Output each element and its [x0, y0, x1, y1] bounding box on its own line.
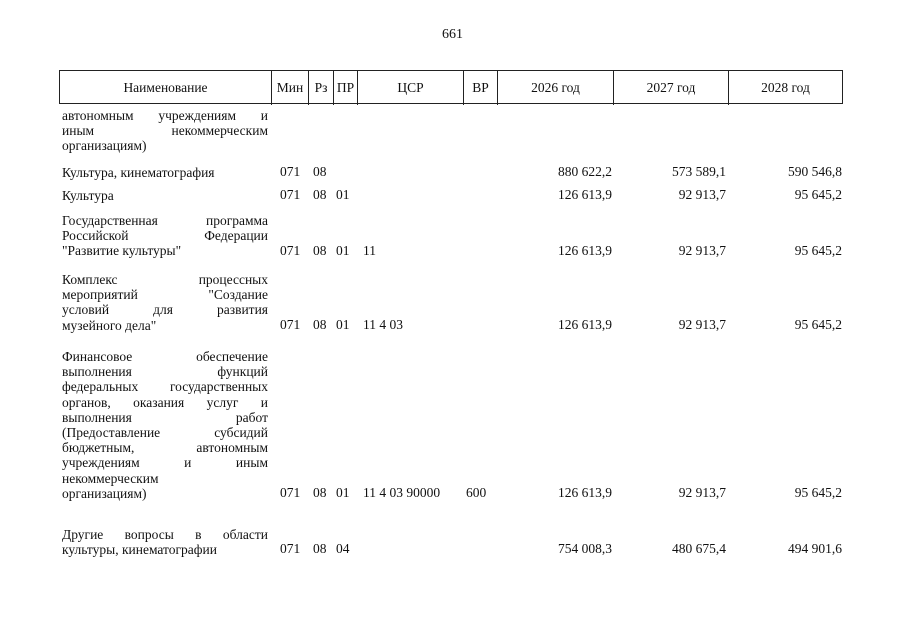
- row-name-line: автономным учреждениям и: [62, 108, 268, 123]
- cell-y2028: 590 546,8: [788, 164, 842, 180]
- row-name-line: выполнения работ: [62, 409, 268, 425]
- row-name-line: бюджетным, автономным: [62, 440, 268, 456]
- cell-pr: 01: [336, 242, 350, 258]
- header-min: Мин: [272, 71, 309, 105]
- table-row: [0, 188, 905, 203]
- row-name: [62, 213, 268, 259]
- cell-y2028: 95 645,2: [794, 485, 842, 500]
- row-name: [62, 349, 268, 501]
- table-row: [0, 349, 905, 501]
- row-name-line: музейного дела": [62, 317, 157, 333]
- row-name-line: "Развитие культуры": [62, 243, 182, 259]
- table-row: [0, 213, 905, 259]
- cell-y2026: 880 622,2: [558, 164, 612, 180]
- header-pr: ПР: [334, 71, 358, 105]
- row-name-line: Культура, кинематография: [62, 165, 215, 180]
- cell-pr: 01: [336, 187, 350, 203]
- header-vr: ВР: [464, 71, 498, 105]
- table-row: [0, 272, 905, 333]
- row-name-line: иным некоммерческим: [62, 123, 268, 139]
- header-2028: 2028 год: [761, 80, 810, 95]
- header-rz: Рз: [309, 71, 334, 105]
- cell-pr: 04: [336, 541, 350, 557]
- row-name-line: культуры, кинематографии: [62, 542, 217, 558]
- cell-y2027: 92 913,7: [678, 242, 726, 258]
- cell-y2026: 126 613,9: [558, 316, 612, 332]
- cell-rz: 08: [313, 541, 327, 557]
- cell-csr: 11: [363, 242, 376, 258]
- cell-vr: 600: [466, 485, 487, 500]
- row-name-line: Культура: [62, 188, 114, 203]
- cell-y2026: 126 613,9: [558, 485, 612, 500]
- cell-min: 071: [280, 187, 301, 203]
- cell-rz: 08: [313, 485, 327, 500]
- page-number: 661: [442, 27, 463, 42]
- cell-y2027: 573 589,1: [672, 164, 726, 180]
- row-name-line: некоммерческим: [62, 470, 159, 486]
- row-name-line: Другие вопросы в области: [62, 527, 268, 542]
- cell-rz: 08: [313, 316, 327, 332]
- row-name-line: выполнения функций: [62, 364, 268, 380]
- cell-y2028: 95 645,2: [794, 316, 842, 332]
- cell-min: 071: [280, 242, 301, 258]
- table-row: [0, 527, 905, 557]
- cell-pr: 01: [336, 316, 350, 332]
- row-name: [62, 272, 268, 333]
- row-name-line: Комплекс процессных: [62, 272, 268, 287]
- table-header: [59, 70, 843, 104]
- row-name-line: мероприятий "Создание: [62, 287, 268, 303]
- row-name-line: учреждениям и иным: [62, 455, 268, 471]
- cell-y2028: 95 645,2: [794, 187, 842, 203]
- row-name: [62, 165, 268, 180]
- cell-y2027: 92 913,7: [678, 187, 726, 203]
- row-name-line: Российской Федерации: [62, 228, 268, 244]
- row-name-line: Государственная программа: [62, 213, 268, 228]
- row-name-line: организациям): [62, 138, 147, 154]
- cell-csr: 11 4 03: [363, 316, 403, 332]
- row-name: [62, 527, 268, 557]
- cell-pr: 01: [336, 485, 350, 500]
- cell-rz: 08: [313, 242, 327, 258]
- cell-y2027: 92 913,7: [678, 316, 726, 332]
- row-name: [62, 188, 268, 203]
- cell-min: 071: [280, 485, 301, 500]
- cell-min: 071: [280, 164, 301, 180]
- row-name-line: Финансовое обеспечение: [62, 349, 268, 364]
- cell-rz: 08: [313, 164, 327, 180]
- row-name: [62, 108, 268, 154]
- cell-csr: 11 4 03 90000: [363, 485, 441, 500]
- cell-y2028: 494 901,6: [788, 541, 842, 557]
- row-name-line: федеральных государственных: [62, 379, 268, 395]
- row-name-line: (Предоставление субсидий: [62, 425, 268, 441]
- table-row: [0, 165, 905, 180]
- header-name: Наименование: [60, 71, 272, 105]
- header-csr: ЦСР: [358, 71, 464, 105]
- cell-y2026: 754 008,3: [558, 541, 612, 557]
- header-2027: 2027 год: [614, 71, 729, 105]
- cell-min: 071: [280, 316, 301, 332]
- cell-y2026: 126 613,9: [558, 242, 612, 258]
- header-2026: 2026 год: [498, 71, 614, 105]
- cell-y2027: 480 675,4: [672, 541, 726, 557]
- row-name-line: условий для развития: [62, 302, 268, 318]
- row-name-line: органов, оказания услуг и: [62, 394, 268, 410]
- table-row: [0, 108, 905, 154]
- row-name-line: организациям): [62, 485, 147, 501]
- cell-min: 071: [280, 541, 301, 557]
- cell-y2026: 126 613,9: [558, 187, 612, 203]
- cell-rz: 08: [313, 187, 327, 203]
- cell-y2027: 92 913,7: [678, 485, 726, 500]
- cell-y2028: 95 645,2: [794, 242, 842, 258]
